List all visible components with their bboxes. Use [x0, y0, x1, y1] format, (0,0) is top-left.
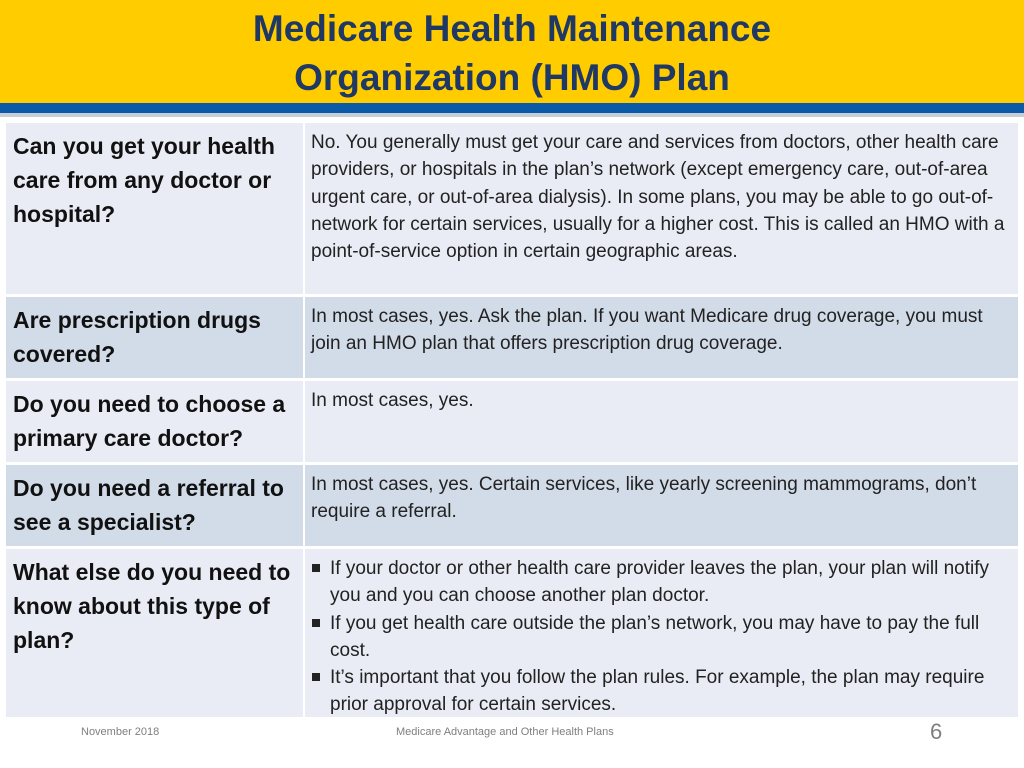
bullet-list	[311, 555, 1010, 719]
title-divider	[0, 103, 1024, 113]
row-question: Do you need a referral to see a specialist?	[6, 465, 303, 546]
page-title-line-1: Medicare Health Maintenance	[252, 8, 772, 49]
footer-title: Medicare Advantage and Other Health Plans	[396, 726, 614, 738]
list-item	[311, 610, 1010, 665]
row-answer: In most cases, yes.	[305, 381, 1018, 462]
row-answer: In most cases, yes. Certain services, like yearly screening mammograms, don’t require a referral.	[305, 465, 1018, 546]
row-answer-bullets	[305, 549, 1018, 717]
list-item	[311, 664, 1010, 719]
list-item-text: It’s important that you follow the plan rules. For example, the plan may require prior approval for certain services.	[330, 667, 985, 716]
list-item-text: If your doctor or other health care provider leaves the plan, your plan will notify you and you can choose another plan doctor.	[330, 558, 990, 607]
row-answer: In most cases, yes. Ask the plan. If you want Medicare drug coverage, you must join an HMO plan that offers prescription drug coverage.	[305, 297, 1018, 378]
title-bar	[0, 0, 1024, 103]
square-bullet-icon	[312, 619, 320, 627]
row-question: Can you get your health care from any doctor or hospital?	[6, 123, 303, 294]
square-bullet-icon	[312, 564, 320, 572]
page-title-line-2: Organization (HMO) Plan	[294, 57, 730, 98]
list-item-text: If you get health care outside the plan’s network, you may have to pay the full cost.	[330, 612, 980, 661]
row-question: Do you need to choose a primary care doctor?	[6, 381, 303, 462]
table-row	[6, 381, 1018, 462]
page-number: 6	[930, 719, 943, 744]
table-row	[6, 297, 1018, 378]
list-item	[311, 555, 1010, 610]
title-divider-shadow	[0, 113, 1024, 117]
footer-date: November 2018	[81, 726, 160, 738]
row-question: What else do you need to know about this type of plan?	[6, 549, 303, 717]
table-row	[6, 123, 1018, 294]
row-question: Are prescription drugs covered?	[6, 297, 303, 378]
row-answer: No. You generally must get your care and services from doctors, other health care providers, or hospitals in the plan’s network (except emergency care, out-of-area urgent care, or out-of-area dialysis). In some plans, you may be able to go out-of-network for certain services, usually for a higher cost. This is called an HMO with a point-of-service option in certain geographic areas.	[305, 123, 1018, 294]
table-row	[6, 549, 1018, 717]
table-row	[6, 465, 1018, 546]
square-bullet-icon	[312, 673, 320, 681]
